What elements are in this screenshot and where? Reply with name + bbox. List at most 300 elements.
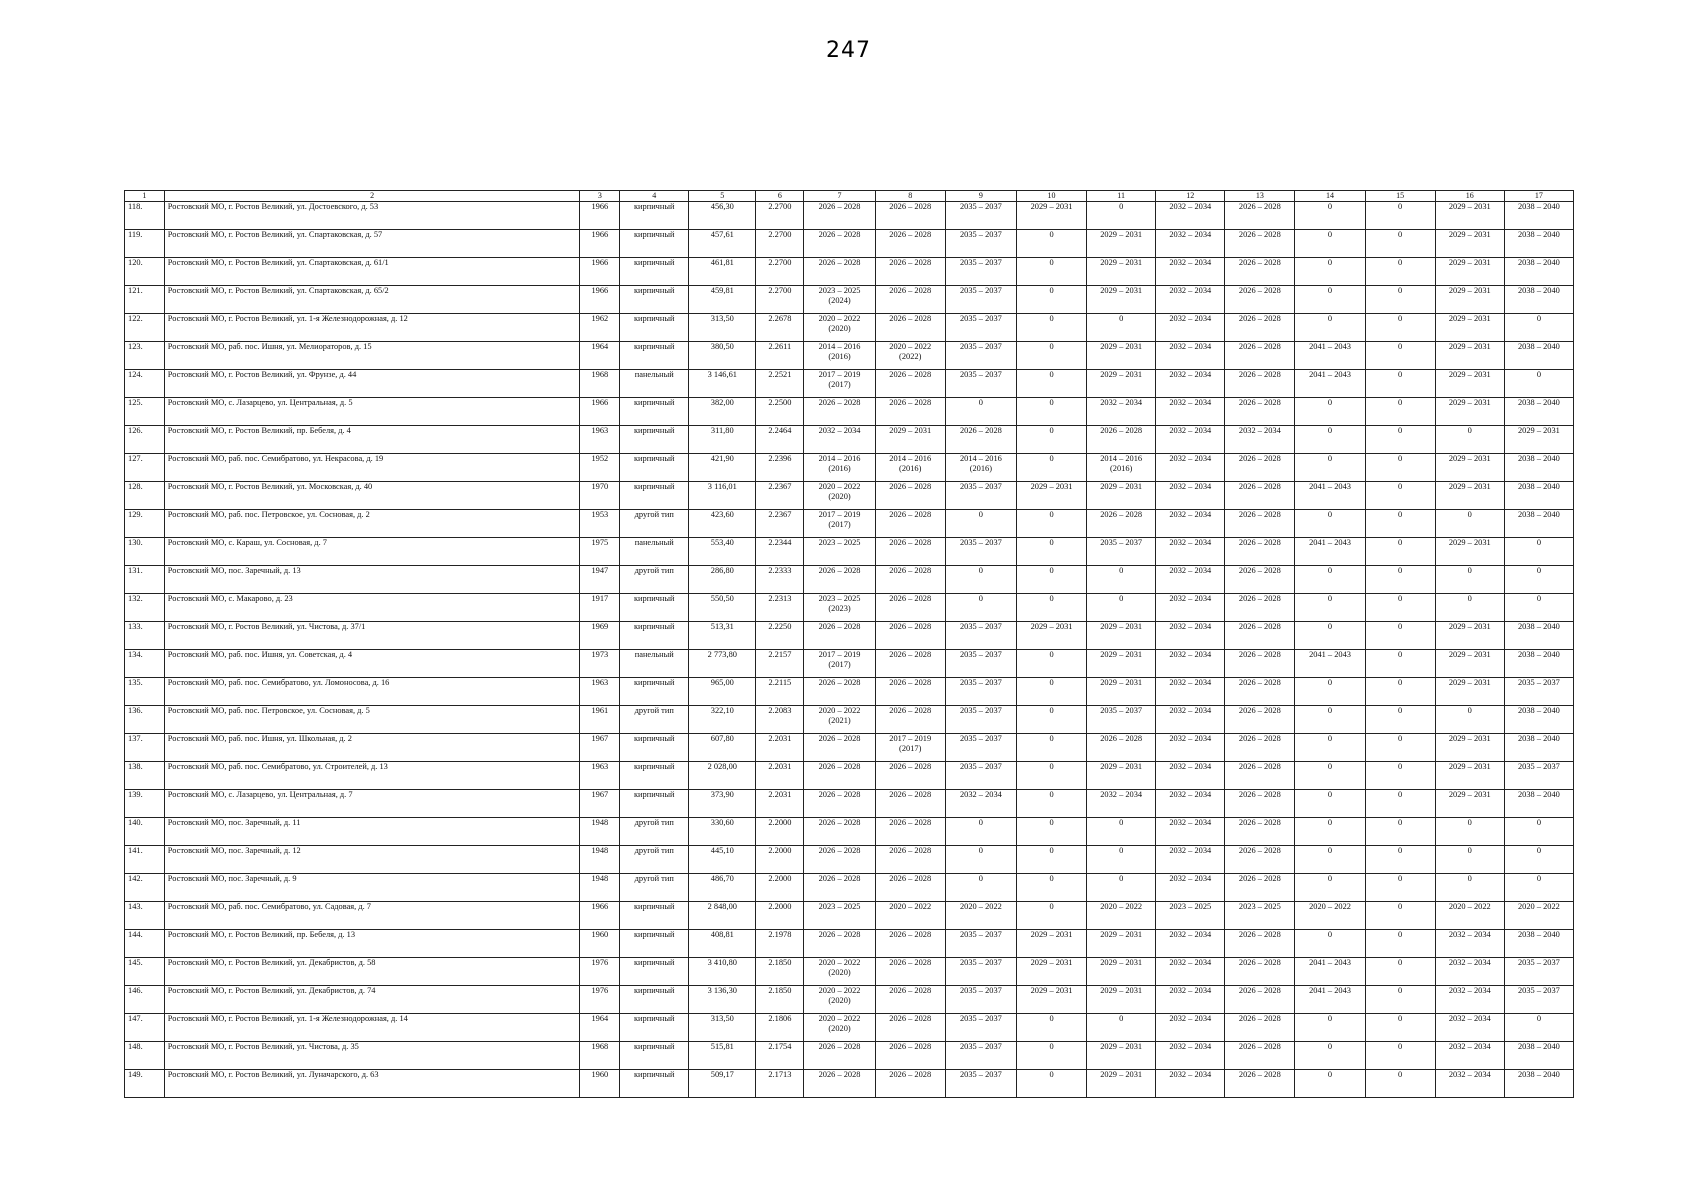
cell-value: 0 [1398,566,1403,575]
cell-value: другой тип [634,874,674,883]
cell-value: 2029 – 2031 [1448,650,1491,659]
cell-value: 2026 – 2028 [889,650,932,659]
column-header: 3 [580,191,620,202]
coefficient-cell [756,566,804,594]
coefficient-cell [756,286,804,314]
wall-material-cell [620,314,689,342]
period-cell [1087,678,1156,706]
period-cell [1087,342,1156,370]
cell-value: 0 [1327,230,1333,239]
area-cell [689,202,756,230]
cell-value: 2 028,00 [707,762,737,771]
cell-value: 2035 – 2037 [959,706,1002,715]
cell-value: 2020 – 2022 [818,958,861,967]
period-cell [804,930,875,958]
cell-subvalue: (2020) [828,968,851,977]
cell-value: 0 [1049,734,1054,743]
cell-value: 2035 – 2037 [959,314,1002,323]
cell-value: 2032 – 2034 [1169,790,1212,799]
cell-value: 2026 – 2028 [818,398,861,407]
period-cell [945,258,1016,286]
cell-value: 2038 – 2040 [1517,510,1560,519]
cell-value: 2026 – 2028 [1100,426,1143,435]
period-cell [1365,650,1435,678]
period-cell [1087,874,1156,902]
area-cell [689,706,756,734]
cell-value: 119. [128,230,143,239]
coefficient-cell [756,986,804,1014]
cell-value: 0 [1398,482,1403,491]
period-cell [1295,678,1365,706]
cell-value: 2026 – 2028 [889,930,932,939]
cell-value: Ростовский МО, г. Ростов Великий, ул. Спартаковская, д. 65/2 [167,286,389,295]
period-cell [945,678,1016,706]
address-cell [164,286,580,314]
period-cell [1295,314,1365,342]
column-header: 2 [164,191,580,202]
cell-value: 2026 – 2028 [1238,342,1281,351]
cell-value: 2020 – 2022 [1517,902,1560,911]
period-cell [875,930,945,958]
cell-value: 2026 – 2028 [818,874,861,883]
table-row [125,398,1574,426]
period-cell [1016,566,1086,594]
period-cell [1225,734,1295,762]
build-year-cell [580,650,620,678]
period-cell [1435,1070,1504,1098]
cell-value: 2035 – 2037 [959,482,1002,491]
cell-value: другой тип [634,706,674,715]
table-row [125,342,1574,370]
build-year-cell [580,482,620,510]
cell-value: 2.1806 [768,1014,792,1023]
build-year-cell [580,1070,620,1098]
cell-value: 0 [1049,678,1054,687]
cell-value: 0 [1398,1070,1403,1079]
cell-value: 2035 – 2037 [959,202,1002,211]
period-cell [875,258,945,286]
wall-material-cell [620,734,689,762]
period-cell [1016,762,1086,790]
cell-value: 0 [1398,762,1403,771]
cell-value: 2029 – 2031 [1030,958,1073,967]
cell-value: Ростовский МО, пос. Заречный, д. 9 [167,874,297,883]
cell-value: 0 [1398,202,1403,211]
wall-material-cell [620,902,689,930]
cell-value: 120. [128,258,143,267]
coefficient-cell [756,622,804,650]
cell-value: 2026 – 2028 [889,538,932,547]
period-cell [875,538,945,566]
cell-value: 0 [1398,426,1403,435]
cell-value: 0 [1398,342,1403,351]
cell-value: 2026 – 2028 [818,790,861,799]
cell-value: 2026 – 2028 [1238,510,1281,519]
cell-value: 0 [1049,286,1054,295]
period-cell [1225,286,1295,314]
period-cell [1295,818,1365,846]
period-cell [945,762,1016,790]
cell-value: 0 [1398,734,1403,743]
period-cell [1225,230,1295,258]
cell-value: Ростовский МО, с. Макарово, д. 23 [167,594,293,603]
period-cell [1504,650,1573,678]
cell-value: кирпичный [633,762,675,771]
cell-value: 0 [1327,426,1333,435]
cell-value: 2026 – 2028 [889,986,932,995]
cell-value: 2026 – 2028 [818,846,861,855]
cell-subvalue: (2023) [828,604,851,613]
cell-value: 2038 – 2040 [1517,734,1560,743]
cell-value: кирпичный [633,482,675,491]
area-cell [689,1042,756,1070]
cell-value: 2029 – 2031 [1030,622,1073,631]
period-cell [1295,790,1365,818]
period-cell [945,398,1016,426]
cell-value: кирпичный [633,902,675,911]
cell-value: 2026 – 2028 [1238,1042,1281,1051]
cell-value: 2032 – 2034 [1169,258,1212,267]
cell-value: 2041 – 2043 [1309,538,1351,547]
wall-material-cell [620,762,689,790]
period-cell [945,874,1016,902]
cell-value: 2026 – 2028 [889,958,932,967]
table-row [125,594,1574,622]
cell-value: Ростовский МО, г. Ростов Великий, ул. Фрунзе, д. 44 [167,370,357,379]
table-body [125,202,1574,1098]
period-cell [1016,1070,1086,1098]
cell-value: 2032 – 2034 [1448,1070,1491,1079]
build-year-cell [580,818,620,846]
cell-value: 3 146,61 [707,370,737,379]
cell-value: панельный [634,650,674,659]
address-cell [164,790,580,818]
area-cell [689,342,756,370]
cell-value: 2026 – 2028 [889,762,932,771]
area-cell [689,314,756,342]
cell-value: 1960 [591,1070,609,1079]
cell-value: 2026 – 2028 [889,230,932,239]
period-cell [1225,398,1295,426]
cell-value: 0 [1049,790,1054,799]
period-cell [804,734,875,762]
period-cell [1156,622,1225,650]
period-cell [1225,790,1295,818]
column-header: 7 [804,191,875,202]
period-cell [1365,1042,1435,1070]
cell-value: 2029 – 2031 [1448,370,1491,379]
period-cell [1435,454,1504,482]
period-cell [945,1042,1016,1070]
cell-value: Ростовский МО, раб. пос. Ишня, ул. Мелиораторов, д. 15 [167,342,372,351]
coefficient-cell [756,1070,804,1098]
cell-value: 0 [1398,594,1403,603]
cell-value: 2014 – 2016 [1100,454,1143,463]
column-header: 15 [1365,191,1435,202]
cell-value: 2.2333 [768,566,792,575]
area-cell [689,538,756,566]
row-number-cell [125,706,165,734]
period-cell [1225,762,1295,790]
period-cell [945,930,1016,958]
wall-material-cell [620,566,689,594]
period-cell [1435,846,1504,874]
period-cell [1435,314,1504,342]
period-cell [1016,678,1086,706]
table-row [125,762,1574,790]
build-year-cell [580,874,620,902]
cell-value: 123. [128,342,143,351]
cell-value: 0 [1467,510,1472,519]
cell-subvalue: (2016) [969,464,993,473]
period-cell [1156,1070,1225,1098]
cell-value: 965,00 [710,678,734,687]
area-cell [689,370,756,398]
period-cell [1087,202,1156,230]
period-cell [1435,706,1504,734]
cell-value: 2029 – 2031 [1100,678,1143,687]
row-number-cell [125,1070,165,1098]
period-cell [1016,314,1086,342]
period-cell [1225,930,1295,958]
period-cell [1504,370,1573,398]
period-cell [1156,426,1225,454]
period-cell [1435,538,1504,566]
period-cell [1225,706,1295,734]
cell-value: 0 [1327,258,1333,267]
cell-value: 2029 – 2031 [1100,650,1143,659]
cell-value: 2032 – 2034 [1169,314,1212,323]
cell-value: Ростовский МО, раб. пос. Семибратово, ул. Строителей, д. 13 [167,762,388,771]
period-cell [875,902,945,930]
cell-value: 2035 – 2037 [959,734,1002,743]
cell-value: Ростовский МО, г. Ростов Великий, ул. Луначарского, д. 63 [167,1070,379,1079]
cell-value: 2035 – 2037 [959,1014,1002,1023]
cell-value: 0 [1398,1042,1403,1051]
period-cell [945,734,1016,762]
period-cell [1087,622,1156,650]
build-year-cell [580,902,620,930]
cell-value: 0 [1398,930,1403,939]
cell-value: 2026 – 2028 [1238,1070,1281,1079]
cell-value: 2 773,80 [707,650,737,659]
cell-value: кирпичный [633,594,675,603]
cell-value: 2032 – 2034 [1169,1014,1212,1023]
period-cell [1087,538,1156,566]
cell-value: 1952 [591,454,609,463]
period-cell [1365,818,1435,846]
column-header: 5 [689,191,756,202]
period-cell [804,846,875,874]
cell-value: 0 [1327,1042,1333,1051]
cell-value: 2026 – 2028 [889,314,932,323]
cell-value: 2035 – 2037 [959,678,1002,687]
cell-value: 2029 – 2031 [1030,202,1073,211]
table-row [125,370,1574,398]
cell-value: 135. [128,678,143,687]
cell-value: 1964 [591,342,609,351]
area-cell [689,566,756,594]
cell-value: 2029 – 2031 [1100,1042,1143,1051]
period-cell [1016,790,1086,818]
period-cell [1504,258,1573,286]
cell-value: 148. [128,1042,143,1051]
period-cell [804,426,875,454]
table-row [125,958,1574,986]
cell-value: 2032 – 2034 [1448,930,1491,939]
cell-value: 0 [1467,846,1472,855]
cell-value: 1963 [591,426,609,435]
period-cell [945,846,1016,874]
cell-value: Ростовский МО, раб. пос. Петровское, ул. Сосновая, д. 5 [167,706,370,715]
period-cell [1295,566,1365,594]
cell-value: 145. [128,958,143,967]
row-number-cell [125,482,165,510]
period-cell [1016,510,1086,538]
period-cell [1435,986,1504,1014]
period-cell [875,454,945,482]
table-row [125,286,1574,314]
period-cell [804,622,875,650]
address-cell [164,398,580,426]
period-cell [875,314,945,342]
period-cell [1504,538,1573,566]
period-cell [1365,762,1435,790]
coefficient-cell [756,734,804,762]
cell-value: кирпичный [633,986,675,995]
cell-value: 515,81 [710,1042,734,1051]
wall-material-cell [620,622,689,650]
period-cell [804,650,875,678]
period-cell [875,762,945,790]
cell-value: 2026 – 2028 [889,790,932,799]
area-cell [689,454,756,482]
address-cell [164,510,580,538]
cell-subvalue: (2017) [828,380,851,389]
cell-value: 0 [1398,370,1403,379]
cell-value: 2020 – 2022 [818,706,861,715]
table-row [125,454,1574,482]
row-number-cell [125,258,165,286]
cell-value: 2029 – 2031 [1448,454,1491,463]
cell-value: 0 [1536,566,1541,575]
period-cell [875,706,945,734]
cell-value: 2026 – 2028 [889,818,932,827]
row-number-cell [125,426,165,454]
period-cell [1225,818,1295,846]
cell-value: кирпичный [633,230,675,239]
cell-value: 2038 – 2040 [1517,342,1560,351]
cell-value: кирпичный [633,790,675,799]
address-cell [164,762,580,790]
period-cell [1504,314,1573,342]
cell-value: 1966 [591,258,609,267]
cell-value: Ростовский МО, с. Лазарцево, ул. Центральная, д. 7 [167,790,353,799]
cell-value: 2014 – 2016 [959,454,1002,463]
cell-value: 2026 – 2028 [1238,370,1281,379]
cell-value: 2017 – 2019 [818,650,861,659]
period-cell [945,622,1016,650]
coefficient-cell [756,706,804,734]
period-cell [1365,846,1435,874]
cell-value: 2.1754 [768,1042,792,1051]
cell-value: 2.2157 [768,650,792,659]
cell-value: 2026 – 2028 [889,678,932,687]
period-cell [1016,930,1086,958]
build-year-cell [580,426,620,454]
cell-value: 445,10 [710,846,734,855]
cell-value: 2026 – 2028 [818,818,861,827]
cell-value: 0 [1467,426,1472,435]
cell-value: 2032 – 2034 [818,426,861,435]
period-cell [1225,342,1295,370]
coefficient-cell [756,510,804,538]
cell-value: 0 [1327,818,1333,827]
cell-value: 2032 – 2034 [1448,958,1491,967]
address-cell [164,538,580,566]
period-cell [1225,314,1295,342]
cell-value: 0 [1049,818,1054,827]
cell-value: кирпичный [633,342,675,351]
page-number: 247 [826,38,871,63]
period-cell [1435,902,1504,930]
cell-value: 2020 – 2022 [1100,902,1143,911]
period-cell [1225,202,1295,230]
period-cell [1435,370,1504,398]
period-cell [945,1014,1016,1042]
cell-value: 2035 – 2037 [959,538,1002,547]
cell-value: 2032 – 2034 [1169,342,1212,351]
wall-material-cell [620,510,689,538]
cell-value: 0 [1049,902,1054,911]
period-cell [945,790,1016,818]
build-year-cell [580,342,620,370]
period-cell [1295,398,1365,426]
cell-value: 0 [1398,706,1403,715]
cell-value: 2017 – 2019 [818,510,861,519]
cell-value: 2029 – 2031 [1448,482,1491,491]
cell-value: 2023 – 2025 [818,902,861,911]
period-cell [1156,650,1225,678]
cell-value: 2038 – 2040 [1517,202,1560,211]
period-cell [1016,958,1086,986]
coefficient-cell [756,650,804,678]
period-cell [1087,930,1156,958]
period-cell [1016,538,1086,566]
cell-value: 2035 – 2037 [1517,958,1560,967]
period-cell [804,314,875,342]
wall-material-cell [620,930,689,958]
coefficient-cell [756,874,804,902]
cell-value: 2026 – 2028 [818,622,861,631]
address-cell [164,678,580,706]
cell-value: 2.1850 [768,986,792,995]
period-cell [1435,734,1504,762]
cell-value: 0 [1049,510,1054,519]
period-cell [1156,454,1225,482]
cell-value: 1973 [591,650,609,659]
row-number-cell [125,650,165,678]
cell-value: 2.2367 [768,482,792,491]
address-cell [164,902,580,930]
build-year-cell [580,370,620,398]
period-cell [1156,678,1225,706]
period-cell [1295,762,1365,790]
period-cell [1365,538,1435,566]
cell-value: 0 [1049,1070,1054,1079]
period-cell [1365,342,1435,370]
area-cell [689,930,756,958]
